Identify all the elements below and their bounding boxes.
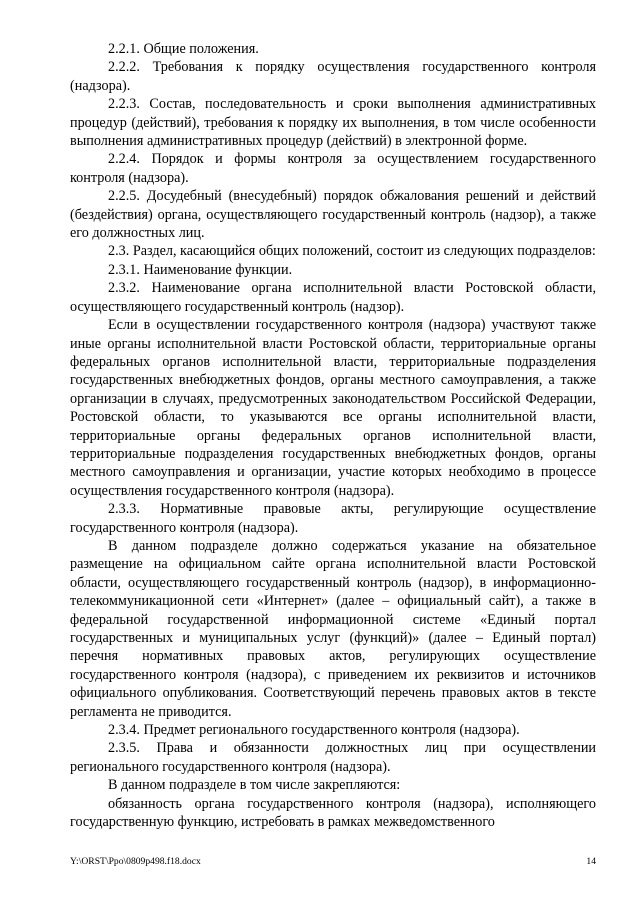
paragraph: 2.2.1. Общие положения.	[108, 41, 259, 57]
paragraph: 2.2.3. Состав, последовательность и сроки выполнения административных процедур (действий), требования к порядку их выполнения, в том числе особенности выполнения административных процедур (действий) в электронной форме.	[70, 96, 596, 150]
paragraph: 2.2.2. Требования к порядку осуществления государственного контроля (надзора).	[70, 59, 596, 94]
paragraph: 2.3.3. Нормативные правовые акты, регулирующие осуществление государственного контроля (надзора).	[70, 501, 596, 536]
paragraph: 2.3.5. Права и обязанности должностных лиц при осуществлении регионального государственного контроля (надзора).	[70, 740, 596, 775]
paragraph: 2.2.4. Порядок и формы контроля за осуществлением государственного контроля (надзора).	[70, 151, 596, 186]
paragraph: В данном подразделе должно содержаться указание на обязательное размещение на официальном сайте органа исполнительной власти Ростовской области, осуществляющего государственный контроль (надзор), в информационно-телекоммуникационной сети «Интернет» (далее – официальный сайт), а также в федеральной государственной информационной системе «Единый портал государственных и муниципальных услуг (функций)» (далее – Единый портал) перечня нормативных правовых актов, регулирующих осуществление государственного контроля (надзора), с приведением их реквизитов и источников официального опубликования. Соответствующий перечень правовых актов в тексте регламента не приводится.	[70, 537, 596, 720]
paragraph: 2.3.4. Предмет регионального государственного контроля (надзора).	[108, 722, 520, 739]
page-number: 14	[586, 856, 596, 867]
paragraph: 2.3.1. Наименование функции.	[108, 261, 293, 278]
paragraph: В данном подразделе в том числе закрепляются:	[108, 777, 401, 794]
paragraph: 2.2.5. Досудебный (внесудебный) порядок обжалования решений и действий (бездействия) органа, осуществляющего государственный контроль (надзор), а также его должностных лиц.	[70, 188, 596, 242]
document-body	[70, 40, 596, 831]
page-footer	[70, 856, 596, 867]
paragraph: Если в осуществлении государственного контроля (надзора) участвуют также иные органы исполнительной власти Ростовской области, территориальные органы федеральных органов исполнительной власти, территориальные подразделения государственных внебюджетных фондов, органы местного самоуправления, а также организации в случаях, предусмотренных законодательством Российской Федерации, Ростовской области, то указываются все органы исполнительной власти, территориальные органы федеральных органов исполнительной власти, территориальные подразделения государственных внебюджетных фондов, органы местного самоуправления и организации, участие которых необходимо в процессе осуществления государственного контроля (надзора).	[70, 317, 596, 499]
paragraph: обязанность органа государственного контроля (надзора), исполняющего государственную функцию, истребовать в рамках межведомственного	[70, 795, 596, 831]
paragraph: 2.3. Раздел, касающийся общих положений, состоит из следующих подразделов:	[108, 243, 596, 260]
file-path: Y:\ORST\Ppo\0809p498.f18.docx	[70, 856, 201, 867]
paragraph: 2.3.2. Наименование органа исполнительной власти Ростовской области, осуществляющего государственный контроль (надзор).	[70, 280, 596, 315]
